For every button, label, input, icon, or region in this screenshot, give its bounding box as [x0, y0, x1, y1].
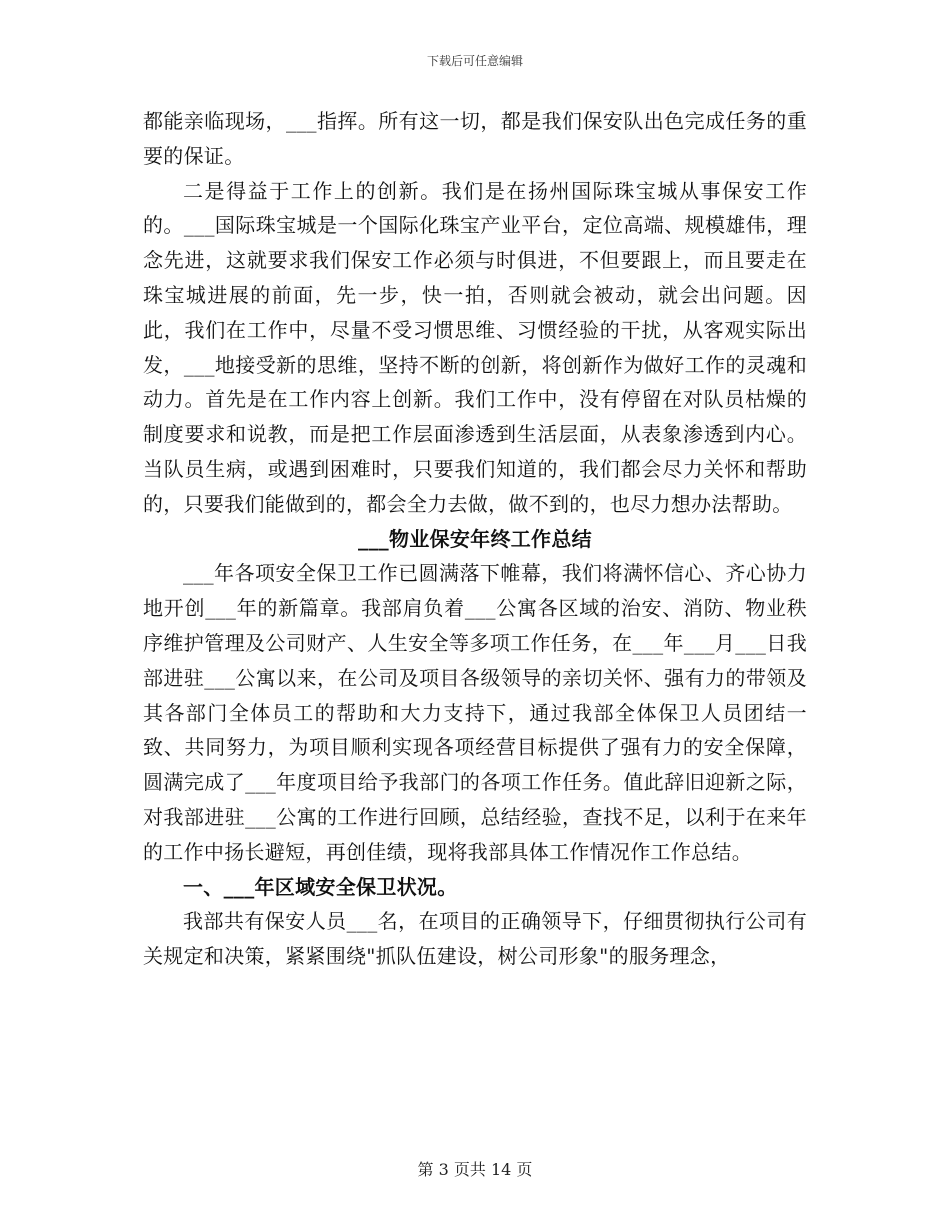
paragraph-1: 都能亲临现场，___指挥。所有这一切，都是我们保安队出色完成任务的重要的保证。 — [143, 109, 807, 168]
paragraph-3: ___年各项安全保卫工作已圆满落下帷幕，我们将满怀信心、齐心协力地开创___年的新篇章。我部肩负着___公寓各区域的治安、消防、物业秩序维护管理及公司财产、人生安全等多项工作任务，在___年___月___日我部进驻___公寓以来，在公司及项目各级领导的亲切关怀、强有力的带领及其各部门全体员工的帮助和大力支持下，通过我部全体保卫人员团结一致、共同努力，为项目顺利实现各项经营目标提供了强有力的安全保障，圆满完成了___年度项目给予我部门的各项工作任务。值此辞旧迎新之际，对我部进驻___公寓的工作进行回顾，总结经验，查找不足，以利于在来年的工作中扬长避短，再创佳绩，现将我部具体工作情况作工作总结。 — [143, 561, 807, 864]
paragraph-4: 我部共有保安人员___名，在项目的正确领导下，仔细贯彻执行公司有关规定和决策，紧紧围绕"抓队伍建设，树公司形象"的服务理念， — [143, 909, 807, 969]
document-title: ___物业保安年终工作总结 — [358, 526, 592, 551]
section-heading-1: 一、___年区域安全保卫状况。 — [183, 874, 458, 899]
page-footer: 第 3 页共 14 页 — [417, 1160, 533, 1179]
document-body — [143, 104, 807, 974]
paragraph-2: 二是得益于工作上的创新。我们是在扬州国际珠宝城从事保安工作的。___国际珠宝城是一个国际化珠宝产业平台，定位高端、规模雄伟，理念先进，这就要求我们保安工作必须与时俱进，不但要跟上，而且要走在珠宝城进展的前面，先一步，快一拍，否则就会被动，就会出问题。因此，我们在工作中，尽量不受习惯思维、习惯经验的干扰，从客观实际出发，___地接受新的思维，坚持不断的创新，将创新作为做好工作的灵魂和动力。首先是在工作内容上创新。我们工作中，没有停留在对队员枯燥的制度要求和说教，而是把工作层面渗透到生活层面，从表象渗透到内心。当队员生病，或遇到困难时，只要我们知道的，我们都会尽力关怀和帮助的，只要我们能做到的，都会全力去做，做不到的，也尽力想办法帮助。 — [143, 178, 807, 516]
page-header: 下载后可任意编辑 — [426, 54, 523, 68]
